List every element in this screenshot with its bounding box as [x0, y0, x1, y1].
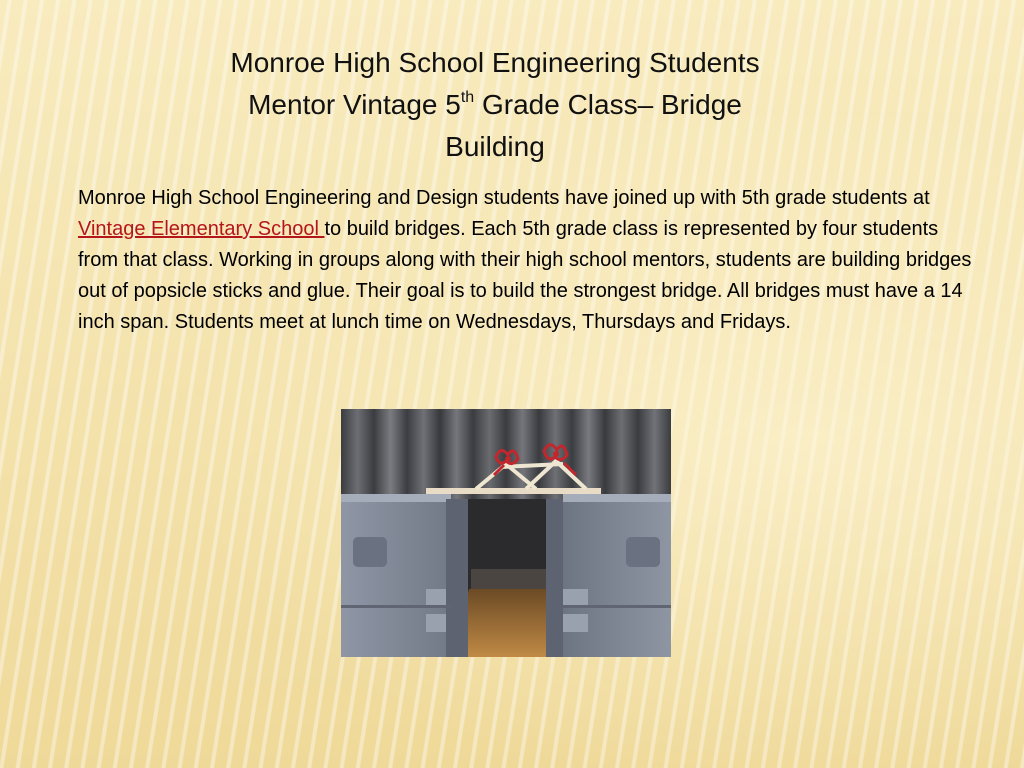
vintage-elementary-link[interactable]: Vintage Elementary School — [78, 218, 325, 240]
body-text-start: Monroe High School Engineering and Design students have joined up with 5th grade students at — [78, 187, 930, 209]
title-line-2 — [160, 84, 830, 126]
bridge-photo — [341, 409, 671, 657]
title-line-3: Building — [445, 131, 545, 162]
body-text-end: to build bridges. Each 5th grade class is represented by four students from that class. Working in groups along with their high school mentors, students are building bridges out of popsicle sticks and glue. Their goal is to build the strongest bridge. All bridges must have a 14 inch span. Students meet at lunch time on Wednesdays, Thursdays and Fridays. — [78, 218, 972, 333]
title-superscript: th — [460, 89, 475, 106]
body-paragraph — [78, 183, 978, 338]
slide-title — [160, 42, 830, 168]
title-line-2-start: Mentor Vintage 5 — [248, 89, 461, 120]
title-line-1: Monroe High School Engineering Students — [230, 47, 760, 78]
title-line-2-end: Grade Class– Bridge — [474, 89, 742, 120]
